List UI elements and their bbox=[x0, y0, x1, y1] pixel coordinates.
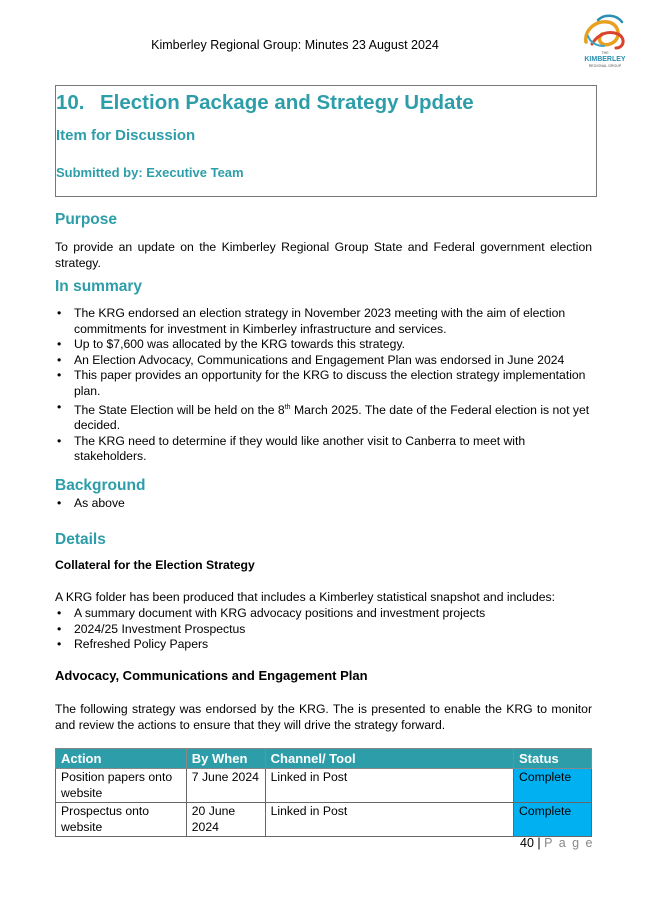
item-title bbox=[56, 91, 474, 115]
plan-text: The following strategy was endorsed by the KRG. The is presented to enable the KRG to monitor and review the actions to ensure that they will drive the strategy forward. bbox=[55, 702, 592, 732]
col-header-status: Status bbox=[514, 749, 592, 769]
cell-action: Position papers onto website bbox=[56, 769, 187, 803]
page-number: 40 bbox=[520, 836, 534, 850]
page-separator: | bbox=[533, 836, 545, 850]
col-header-action: Action bbox=[56, 749, 187, 769]
item-title-box bbox=[55, 85, 597, 197]
cell-status: Complete bbox=[514, 769, 592, 803]
action-table bbox=[55, 748, 592, 837]
table-row bbox=[56, 769, 592, 803]
purpose-heading: Purpose bbox=[55, 211, 118, 228]
col-header-by-when: By When bbox=[186, 749, 265, 769]
kimberley-logo bbox=[578, 12, 632, 70]
logo-subtitle: REGIONAL GROUP bbox=[588, 64, 622, 68]
table-row bbox=[56, 803, 592, 837]
cell-status: Complete bbox=[514, 803, 592, 837]
details-heading: Details bbox=[55, 531, 106, 548]
item-number: 10. bbox=[56, 91, 85, 114]
list-item: • A summary document with KRG advocacy positions and investment projects bbox=[55, 606, 600, 622]
summary-list bbox=[55, 306, 600, 465]
list-item: • An Election Advocacy, Communications and Engagement Plan was endorsed in June 2024 bbox=[55, 353, 600, 369]
list-item: • This paper provides an opportunity for the KRG to discuss the election strategy implementation plan. bbox=[55, 368, 600, 399]
cell-channel: Linked in Post bbox=[265, 769, 513, 803]
plan-heading: Advocacy, Communications and Engagement Plan bbox=[55, 668, 368, 683]
logo-swirl-icon bbox=[578, 12, 632, 52]
election-text-post: March 2025. The date of the Federal election is not yet decided. bbox=[74, 402, 590, 433]
background-heading: Background bbox=[55, 477, 146, 494]
list-item: • Up to $7,600 was allocated by the KRG towards this strategy. bbox=[55, 337, 600, 353]
item-title-text: Election Package and Strategy Update bbox=[100, 91, 474, 114]
list-item: • Refreshed Policy Papers bbox=[55, 637, 600, 653]
summary-heading: In summary bbox=[55, 278, 143, 295]
col-header-channel: Channel/ Tool bbox=[265, 749, 513, 769]
background-list bbox=[55, 496, 600, 512]
cell-action: Prospectus onto website bbox=[56, 803, 187, 837]
list-item: • The KRG need to determine if they would like another visit to Canberra to meet with stakeholders. bbox=[55, 434, 600, 465]
cell-by-when: 7 June 2024 bbox=[186, 769, 265, 803]
page-header: Kimberley Regional Group: Minutes 23 August 2024 bbox=[151, 38, 439, 52]
page-label: P a g e bbox=[544, 836, 594, 850]
collateral-heading: Collateral for the Election Strategy bbox=[55, 558, 255, 572]
cell-channel: Linked in Post bbox=[265, 803, 513, 837]
election-text-pre: The State Election will be held on the 8 bbox=[74, 402, 285, 417]
collateral-list bbox=[55, 606, 600, 653]
list-item bbox=[55, 400, 600, 434]
page-footer bbox=[520, 836, 594, 850]
purpose-text: To provide an update on the Kimberley Regional Group State and Federal government election strategy. bbox=[55, 240, 592, 270]
list-item: • The KRG endorsed an election strategy in November 2023 meeting with the aim of election commitments for investment in Kimberley infrastructure and services. bbox=[55, 306, 600, 337]
collateral-intro: A KRG folder has been produced that includes a Kimberley statistical snapshot and includes: bbox=[55, 590, 555, 604]
logo-name: KIMBERLEY bbox=[584, 56, 626, 63]
table-header-row bbox=[56, 749, 592, 769]
list-item: • As above bbox=[55, 496, 600, 512]
logo-the: THE bbox=[601, 51, 609, 55]
cell-by-when: 20 June 2024 bbox=[186, 803, 265, 837]
item-type: Item for Discussion bbox=[56, 127, 196, 144]
election-superscript: th bbox=[284, 403, 291, 411]
submitted-by: Submitted by: Executive Team bbox=[56, 165, 244, 180]
list-item: • 2024/25 Investment Prospectus bbox=[55, 622, 600, 638]
